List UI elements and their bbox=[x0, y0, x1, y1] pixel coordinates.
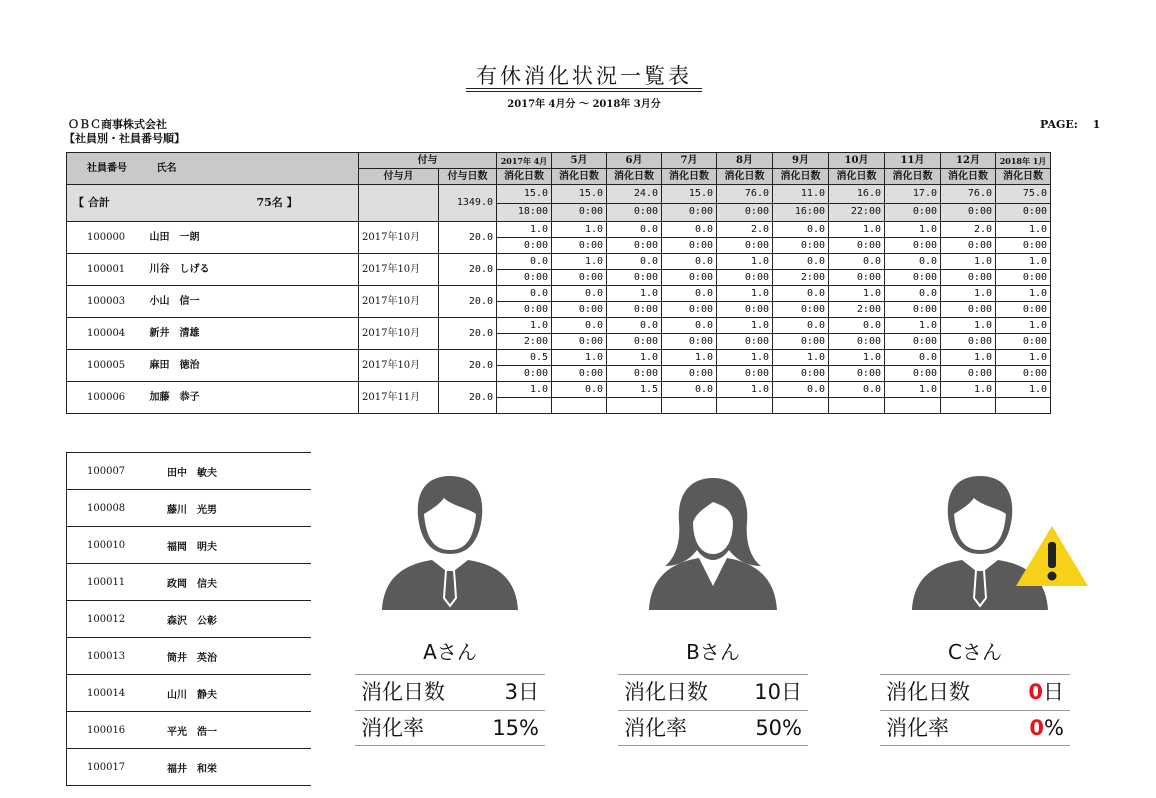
days-cell: 1.0 bbox=[607, 286, 662, 302]
days-cell: 1.0 bbox=[941, 318, 996, 334]
title-underline bbox=[466, 88, 702, 89]
total-days-cell: 24.0 bbox=[607, 185, 662, 204]
total-row bbox=[67, 185, 1051, 204]
days-cell: 1.0 bbox=[717, 254, 773, 270]
days-cell: 1.0 bbox=[497, 382, 552, 398]
title-underline-2 bbox=[466, 91, 702, 92]
total-hours-cell: 18:00 bbox=[497, 203, 552, 222]
header-month: 7月 bbox=[662, 153, 717, 169]
days-cell: 0.0 bbox=[773, 318, 829, 334]
days-cell: 0.0 bbox=[552, 286, 607, 302]
hours-cell: 0:00 bbox=[497, 366, 552, 382]
employee-name: 政岡 信夫 bbox=[167, 578, 217, 590]
hours-cell bbox=[662, 398, 717, 414]
days-cell: 0.0 bbox=[885, 286, 941, 302]
zero-highlight: 0 bbox=[1028, 680, 1043, 704]
hours-cell: 0:00 bbox=[885, 302, 941, 318]
days-cell: 1.0 bbox=[996, 382, 1051, 398]
employee-id: 100013 bbox=[87, 650, 126, 662]
grant-month: 2017年10月 bbox=[359, 350, 439, 382]
total-hours-cell: 0:00 bbox=[607, 203, 662, 222]
header-month: 11月 bbox=[885, 153, 941, 169]
hours-cell: 0:00 bbox=[552, 334, 607, 350]
hours-cell: 0:00 bbox=[829, 334, 885, 350]
header-used: 消化日数 bbox=[717, 169, 773, 185]
total-days-cell: 15.0 bbox=[662, 185, 717, 204]
usage-rate-stat bbox=[880, 710, 1070, 746]
table-row bbox=[67, 222, 1051, 238]
header-month: 8月 bbox=[717, 153, 773, 169]
list-item bbox=[67, 674, 311, 711]
days-cell: 1.0 bbox=[829, 350, 885, 366]
usage-rate-label: 消化率 bbox=[361, 716, 424, 740]
days-cell: 1.0 bbox=[552, 254, 607, 270]
days-cell: 1.0 bbox=[607, 350, 662, 366]
total-days-cell: 76.0 bbox=[941, 185, 996, 204]
days-cell: 1.0 bbox=[717, 382, 773, 398]
header-used: 消化日数 bbox=[885, 169, 941, 185]
days-cell: 1.0 bbox=[996, 350, 1051, 366]
days-cell: 1.0 bbox=[996, 318, 1051, 334]
employee-id: 100004 bbox=[67, 318, 147, 350]
grant-month: 2017年10月 bbox=[359, 318, 439, 350]
days-used-value-text: 日 bbox=[1043, 680, 1064, 704]
grant-days: 20.0 bbox=[439, 222, 497, 254]
grant-month: 2017年10月 bbox=[359, 286, 439, 318]
days-cell: 0.0 bbox=[662, 254, 717, 270]
header-month: 2017年 4月 bbox=[497, 153, 552, 169]
header-grant-days: 付与日数 bbox=[439, 169, 497, 185]
usage-rate-value bbox=[1029, 711, 1064, 745]
employee-name: 福井 和栄 bbox=[167, 763, 217, 775]
hours-cell bbox=[607, 398, 662, 414]
days-cell: 1.0 bbox=[885, 222, 941, 238]
person-warning-icon bbox=[902, 462, 1092, 612]
days-used-stat bbox=[618, 674, 808, 709]
hours-cell: 0:00 bbox=[662, 238, 717, 254]
days-cell: 0.0 bbox=[885, 350, 941, 366]
hours-cell: 0:00 bbox=[829, 270, 885, 286]
employee-id: 100017 bbox=[87, 761, 126, 773]
header-month: 9月 bbox=[773, 153, 829, 169]
header-month: 5月 bbox=[552, 153, 607, 169]
employee-id: 100005 bbox=[67, 350, 147, 382]
list-item bbox=[67, 526, 311, 563]
header-grant: 付与 bbox=[359, 153, 497, 169]
total-hours-cell: 16:00 bbox=[773, 203, 829, 222]
hours-cell: 0:00 bbox=[941, 302, 996, 318]
employee-list-continued bbox=[66, 452, 311, 786]
days-cell: 1.0 bbox=[996, 254, 1051, 270]
days-cell: 0.0 bbox=[552, 318, 607, 334]
hours-cell: 0:00 bbox=[996, 366, 1051, 382]
hours-cell: 0:00 bbox=[773, 334, 829, 350]
days-used-value-text: 3日 bbox=[504, 680, 539, 704]
usage-rate-value bbox=[492, 711, 539, 745]
usage-rate-label: 消化率 bbox=[624, 716, 687, 740]
employee-name: 山川 静夫 bbox=[167, 689, 217, 701]
hours-cell bbox=[996, 398, 1051, 414]
header-used: 消化日数 bbox=[662, 169, 717, 185]
header-used: 消化日数 bbox=[773, 169, 829, 185]
total-days-cell: 15.0 bbox=[552, 185, 607, 204]
hours-cell: 0:00 bbox=[497, 302, 552, 318]
grant-month: 2017年10月 bbox=[359, 222, 439, 254]
days-cell: 1.0 bbox=[662, 350, 717, 366]
total-days-cell: 11.0 bbox=[773, 185, 829, 204]
employee-id: 100003 bbox=[67, 286, 147, 318]
hours-cell: 0:00 bbox=[552, 302, 607, 318]
days-used-label: 消化日数 bbox=[361, 680, 445, 704]
hours-cell bbox=[829, 398, 885, 414]
hours-cell: 0:00 bbox=[941, 334, 996, 350]
days-cell: 1.0 bbox=[773, 350, 829, 366]
list-item bbox=[67, 563, 311, 600]
report-period: 2017年 4月分 〜 2018年 3月分 bbox=[507, 99, 661, 110]
employee-id: 100007 bbox=[87, 465, 126, 477]
hours-cell: 0:00 bbox=[607, 366, 662, 382]
usage-rate-stat bbox=[618, 710, 808, 746]
person-name: Aさん bbox=[423, 640, 477, 664]
employee-name: 田中 敏夫 bbox=[167, 467, 217, 479]
total-hours-cell: 0:00 bbox=[662, 203, 717, 222]
employee-id: 100008 bbox=[87, 502, 126, 514]
header-month: 10月 bbox=[829, 153, 885, 169]
hours-cell: 0:00 bbox=[885, 366, 941, 382]
hours-cell: 0:00 bbox=[607, 334, 662, 350]
person-icon bbox=[355, 462, 545, 612]
total-days-cell: 15.0 bbox=[497, 185, 552, 204]
header-used: 消化日数 bbox=[552, 169, 607, 185]
hours-cell: 0:00 bbox=[829, 366, 885, 382]
hours-cell: 0:00 bbox=[885, 334, 941, 350]
total-hours-cell: 0:00 bbox=[941, 203, 996, 222]
header-used: 消化日数 bbox=[829, 169, 885, 185]
grant-days: 20.0 bbox=[439, 318, 497, 350]
header-grant-month: 付与月 bbox=[359, 169, 439, 185]
total-hours-cell: 0:00 bbox=[996, 203, 1051, 222]
days-cell: 2.0 bbox=[941, 222, 996, 238]
usage-rate-label: 消化率 bbox=[886, 716, 949, 740]
hours-cell: 0:00 bbox=[885, 270, 941, 286]
hours-cell: 0:00 bbox=[996, 302, 1051, 318]
table-row bbox=[67, 350, 1051, 366]
days-used-value bbox=[754, 675, 802, 709]
header-used: 消化日数 bbox=[607, 169, 662, 185]
total-days-cell: 76.0 bbox=[717, 185, 773, 204]
header-used: 消化日数 bbox=[941, 169, 996, 185]
header-month: 6月 bbox=[607, 153, 662, 169]
days-cell: 1.0 bbox=[829, 222, 885, 238]
usage-rate-value bbox=[755, 711, 802, 745]
hours-cell: 0:00 bbox=[607, 302, 662, 318]
hours-cell: 0:00 bbox=[885, 238, 941, 254]
days-cell: 0.0 bbox=[607, 222, 662, 238]
days-used-value bbox=[505, 675, 539, 709]
days-cell: 1.0 bbox=[497, 222, 552, 238]
days-cell: 0.0 bbox=[497, 286, 552, 302]
hours-cell: 0:00 bbox=[662, 366, 717, 382]
hours-cell: 0:00 bbox=[773, 366, 829, 382]
days-cell: 0.0 bbox=[773, 382, 829, 398]
employee-name: 福岡 明夫 bbox=[167, 541, 217, 553]
grant-month: 2017年10月 bbox=[359, 254, 439, 286]
days-cell: 0.0 bbox=[773, 254, 829, 270]
grant-days: 20.0 bbox=[439, 350, 497, 382]
employee-name: 平光 浩一 bbox=[167, 726, 217, 738]
days-cell: 1.0 bbox=[552, 350, 607, 366]
list-item bbox=[67, 711, 311, 748]
hours-cell: 0:00 bbox=[497, 238, 552, 254]
usage-rate-value-text: 50% bbox=[755, 716, 802, 740]
days-cell: 1.0 bbox=[497, 318, 552, 334]
days-cell: 1.0 bbox=[941, 382, 996, 398]
days-cell: 0.0 bbox=[773, 222, 829, 238]
days-cell: 1.0 bbox=[717, 318, 773, 334]
grant-days: 20.0 bbox=[439, 382, 497, 414]
leave-table bbox=[66, 152, 1051, 414]
table-clip bbox=[66, 438, 310, 452]
list-item bbox=[67, 489, 311, 526]
hours-cell: 0:00 bbox=[773, 238, 829, 254]
list-item bbox=[67, 600, 311, 637]
hours-cell: 2:00 bbox=[829, 302, 885, 318]
hours-cell: 0:00 bbox=[996, 334, 1051, 350]
total-hours-cell: 0:00 bbox=[717, 203, 773, 222]
header-row-1 bbox=[67, 153, 1051, 169]
days-cell: 0.0 bbox=[829, 254, 885, 270]
days-cell: 0.0 bbox=[773, 286, 829, 302]
header-name: 氏名 bbox=[147, 153, 359, 185]
employee-id: 100000 bbox=[67, 222, 147, 254]
employee-id: 100014 bbox=[87, 687, 126, 699]
hours-cell: 0:00 bbox=[941, 270, 996, 286]
header-used: 消化日数 bbox=[996, 169, 1051, 185]
days-cell: 1.0 bbox=[996, 286, 1051, 302]
hours-cell bbox=[941, 398, 996, 414]
days-cell: 0.5 bbox=[497, 350, 552, 366]
days-cell: 0.0 bbox=[662, 318, 717, 334]
days-cell: 1.0 bbox=[717, 286, 773, 302]
hours-cell: 0:00 bbox=[607, 270, 662, 286]
hours-cell: 0:00 bbox=[996, 238, 1051, 254]
grant-days: 20.0 bbox=[439, 254, 497, 286]
hours-cell: 0:00 bbox=[717, 238, 773, 254]
total-days-cell: 75.0 bbox=[996, 185, 1051, 204]
days-used-label: 消化日数 bbox=[624, 680, 708, 704]
total-days-cell: 16.0 bbox=[829, 185, 885, 204]
days-cell: 1.0 bbox=[941, 350, 996, 366]
hours-cell: 0:00 bbox=[552, 366, 607, 382]
total-hours-cell: 0:00 bbox=[552, 203, 607, 222]
days-used-value bbox=[1028, 675, 1064, 709]
employee-id: 100011 bbox=[87, 576, 126, 588]
days-used-stat bbox=[355, 674, 545, 709]
days-cell: 0.0 bbox=[607, 254, 662, 270]
employee-id: 100006 bbox=[67, 382, 147, 414]
header-month: 2018年 1月 bbox=[996, 153, 1051, 169]
total-grant-month bbox=[359, 185, 439, 222]
total-count: 75名 】 bbox=[147, 185, 359, 222]
days-cell: 0.0 bbox=[829, 318, 885, 334]
hours-cell bbox=[497, 398, 552, 414]
days-cell: 1.0 bbox=[717, 350, 773, 366]
total-hours-cell: 22:00 bbox=[829, 203, 885, 222]
person-icon bbox=[618, 462, 808, 612]
employee-name: 筒井 英治 bbox=[167, 652, 217, 664]
usage-rate-stat bbox=[355, 710, 545, 746]
days-cell: 1.0 bbox=[829, 286, 885, 302]
hours-cell: 0:00 bbox=[662, 270, 717, 286]
table-row bbox=[67, 286, 1051, 302]
days-used-stat bbox=[880, 674, 1070, 709]
hours-cell bbox=[885, 398, 941, 414]
hours-cell: 0:00 bbox=[717, 270, 773, 286]
employee-name: 加藤 恭子 bbox=[147, 382, 359, 414]
hours-cell: 0:00 bbox=[662, 334, 717, 350]
hours-cell: 0:00 bbox=[941, 238, 996, 254]
days-cell: 1.0 bbox=[885, 382, 941, 398]
total-grant-days: 1349.0 bbox=[439, 185, 497, 222]
days-cell: 1.0 bbox=[552, 222, 607, 238]
company-name: ＯＢＣ商事株式会社 bbox=[68, 118, 167, 131]
hours-cell: 0:00 bbox=[941, 366, 996, 382]
employee-id: 100012 bbox=[87, 613, 126, 625]
days-cell: 0.0 bbox=[552, 382, 607, 398]
hours-cell: 0:00 bbox=[607, 238, 662, 254]
person-name: Cさん bbox=[948, 640, 1002, 664]
page-number: PAGE: 1 bbox=[1040, 118, 1101, 131]
days-cell: 0.0 bbox=[662, 286, 717, 302]
hours-cell bbox=[717, 398, 773, 414]
total-label: 【 合計 bbox=[67, 185, 147, 222]
days-cell: 1.5 bbox=[607, 382, 662, 398]
header-used: 消化日数 bbox=[497, 169, 552, 185]
hours-cell bbox=[552, 398, 607, 414]
employee-name: 藤川 光男 bbox=[167, 504, 217, 516]
sort-label: 【社員別・社員番号順】 bbox=[64, 132, 185, 145]
employee-name: 山田 一朗 bbox=[147, 222, 359, 254]
days-used-value-text: 10日 bbox=[754, 680, 802, 704]
days-cell: 0.0 bbox=[829, 382, 885, 398]
list-item bbox=[67, 748, 311, 785]
days-cell: 2.0 bbox=[717, 222, 773, 238]
hours-cell: 0:00 bbox=[662, 302, 717, 318]
employee-id: 100001 bbox=[67, 254, 147, 286]
days-cell: 0.0 bbox=[607, 318, 662, 334]
grant-month: 2017年11月 bbox=[359, 382, 439, 414]
zero-highlight: 0 bbox=[1029, 716, 1045, 740]
table-row bbox=[67, 382, 1051, 398]
total-hours-cell: 0:00 bbox=[885, 203, 941, 222]
hours-cell: 0:00 bbox=[996, 270, 1051, 286]
days-cell: 0.0 bbox=[885, 254, 941, 270]
usage-rate-value-text: % bbox=[1044, 716, 1064, 740]
hours-cell: 0:00 bbox=[829, 238, 885, 254]
hours-cell: 2:00 bbox=[773, 270, 829, 286]
hours-cell: 2:00 bbox=[497, 334, 552, 350]
list-item bbox=[67, 452, 311, 489]
employee-name: 新井 清雄 bbox=[147, 318, 359, 350]
employee-name: 麻田 徳治 bbox=[147, 350, 359, 382]
hours-cell: 0:00 bbox=[497, 270, 552, 286]
table-row bbox=[67, 254, 1051, 270]
days-used-label: 消化日数 bbox=[886, 680, 970, 704]
hours-cell: 0:00 bbox=[717, 302, 773, 318]
days-cell: 0.0 bbox=[662, 382, 717, 398]
days-cell: 1.0 bbox=[996, 222, 1051, 238]
hours-cell: 0:00 bbox=[552, 238, 607, 254]
total-days-cell: 17.0 bbox=[885, 185, 941, 204]
hours-cell: 0:00 bbox=[552, 270, 607, 286]
hours-cell: 0:00 bbox=[717, 366, 773, 382]
employee-name: 川谷 しげる bbox=[147, 254, 359, 286]
days-cell: 1.0 bbox=[941, 254, 996, 270]
hours-cell: 0:00 bbox=[773, 302, 829, 318]
report-title: 有休消化状況一覧表 bbox=[476, 64, 692, 88]
days-cell: 1.0 bbox=[941, 286, 996, 302]
grant-days: 20.0 bbox=[439, 286, 497, 318]
header-month: 12月 bbox=[941, 153, 996, 169]
hours-cell bbox=[773, 398, 829, 414]
employee-id: 100010 bbox=[87, 539, 126, 551]
employee-name: 小山 信一 bbox=[147, 286, 359, 318]
list-item bbox=[67, 637, 311, 674]
days-cell: 0.0 bbox=[662, 222, 717, 238]
hours-cell: 0:00 bbox=[717, 334, 773, 350]
employee-name: 森沢 公彰 bbox=[167, 615, 217, 627]
header-emp-no: 社員番号 bbox=[67, 153, 147, 185]
days-cell: 1.0 bbox=[885, 318, 941, 334]
person-name: Bさん bbox=[686, 640, 740, 664]
employee-id: 100016 bbox=[87, 724, 126, 736]
days-cell: 0.0 bbox=[497, 254, 552, 270]
usage-rate-value-text: 15% bbox=[492, 716, 539, 740]
table-row bbox=[67, 318, 1051, 334]
